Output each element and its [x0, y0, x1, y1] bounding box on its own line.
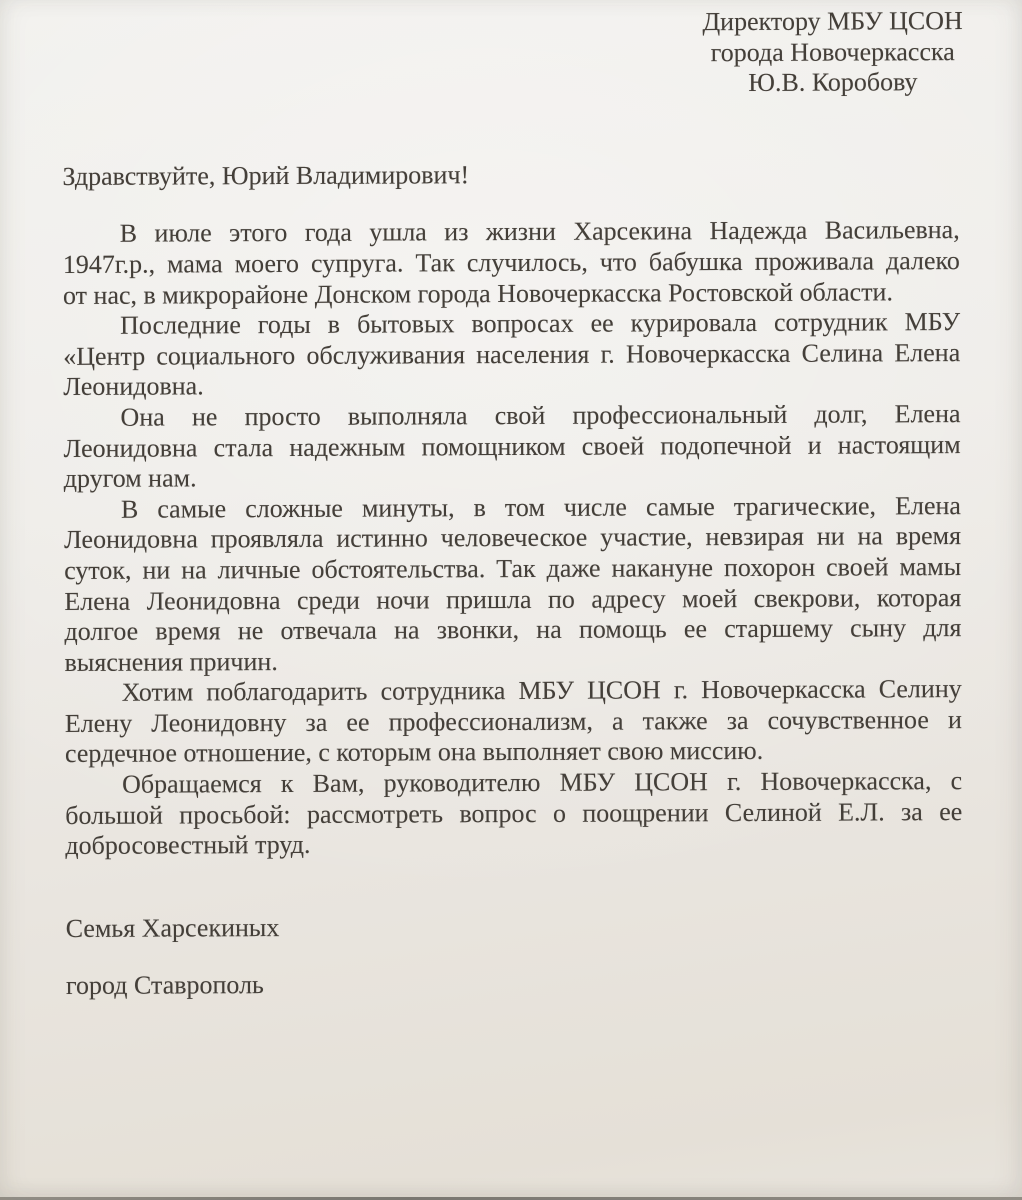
recipient-line: Ю.В. Коробову	[748, 67, 918, 98]
letter-line: сердечное отношение, с которым она выполняет свою миссию.	[64, 736, 764, 769]
letter-line: Елена Леонидовна среди ночи пришла по адресу моей свекрови, которая	[64, 582, 962, 616]
greeting-line: Здравствуйте, Юрий Владимирович!	[62, 159, 470, 191]
letter-line: Леонидовна стала надежным помощником своей подопечной и настоящим	[63, 429, 961, 463]
letter-line: Леонидовна.	[63, 371, 204, 402]
letter-line: Хотим поблагодарить сотрудника МБУ ЦСОН г. Новочеркасска Селину	[121, 674, 962, 707]
letter-line: Последние годы в бытовых вопросах ее курировала сотрудник МБУ	[120, 307, 961, 340]
letter-line: В самые сложные минуты, в том числе самые трагические, Елена	[120, 490, 961, 524]
letter-line: «Центр социального обслуживания населения г. Новочеркасска Селина Елена	[63, 337, 961, 371]
letter-line: добросовестный труд.	[65, 830, 311, 861]
recipient-line: Директору МБУ ЦСОН	[702, 6, 963, 37]
signature-line: Семья Харсекиных	[65, 912, 280, 943]
letter-line: В июле этого года ушла из жизни Харсекина Надежда Васильевна,	[119, 215, 960, 249]
letter-line: выяснения причин.	[64, 646, 278, 677]
letter-line: Обращаемся к Вам, руководителю МБУ ЦСОН г. Новочеркасска, с	[122, 766, 963, 799]
signature-line: город Ставрополь	[65, 970, 264, 1001]
letter-line: другом нам.	[63, 463, 197, 494]
letter-line: Леонидовна проявляла истинно человеческое участие, невзирая ни на время	[63, 521, 962, 555]
letter-line: суток, ни на личные обстоятельства. Так даже накануне похорон своей мамы	[64, 551, 962, 585]
letter-line: долгое время не отвечала на звонки, на помощь ее старшему сыну для	[64, 613, 962, 647]
letter-line: Елену Леонидовну за ее профессионализм, а также за сочувственное и	[64, 704, 962, 738]
letter-body	[63, 215, 963, 861]
letter-line: Она не просто выполняла свой профессиональный долг, Елена	[120, 398, 961, 432]
letter-line: 1947г.р., мама моего супруга. Так случилось, что бабушка проживала далеко	[62, 246, 960, 279]
letter-line: большой просьбой: рассмотреть вопрос о поощрении Селиной Е.Л. за ее	[65, 796, 963, 830]
recipient-line: города Новочеркасска	[710, 36, 955, 67]
recipient-block	[702, 6, 963, 99]
signature-block	[66, 910, 1022, 1002]
letter-line: от нас, в микрорайоне Донском города Новочеркасска Ростовской области.	[62, 276, 893, 310]
